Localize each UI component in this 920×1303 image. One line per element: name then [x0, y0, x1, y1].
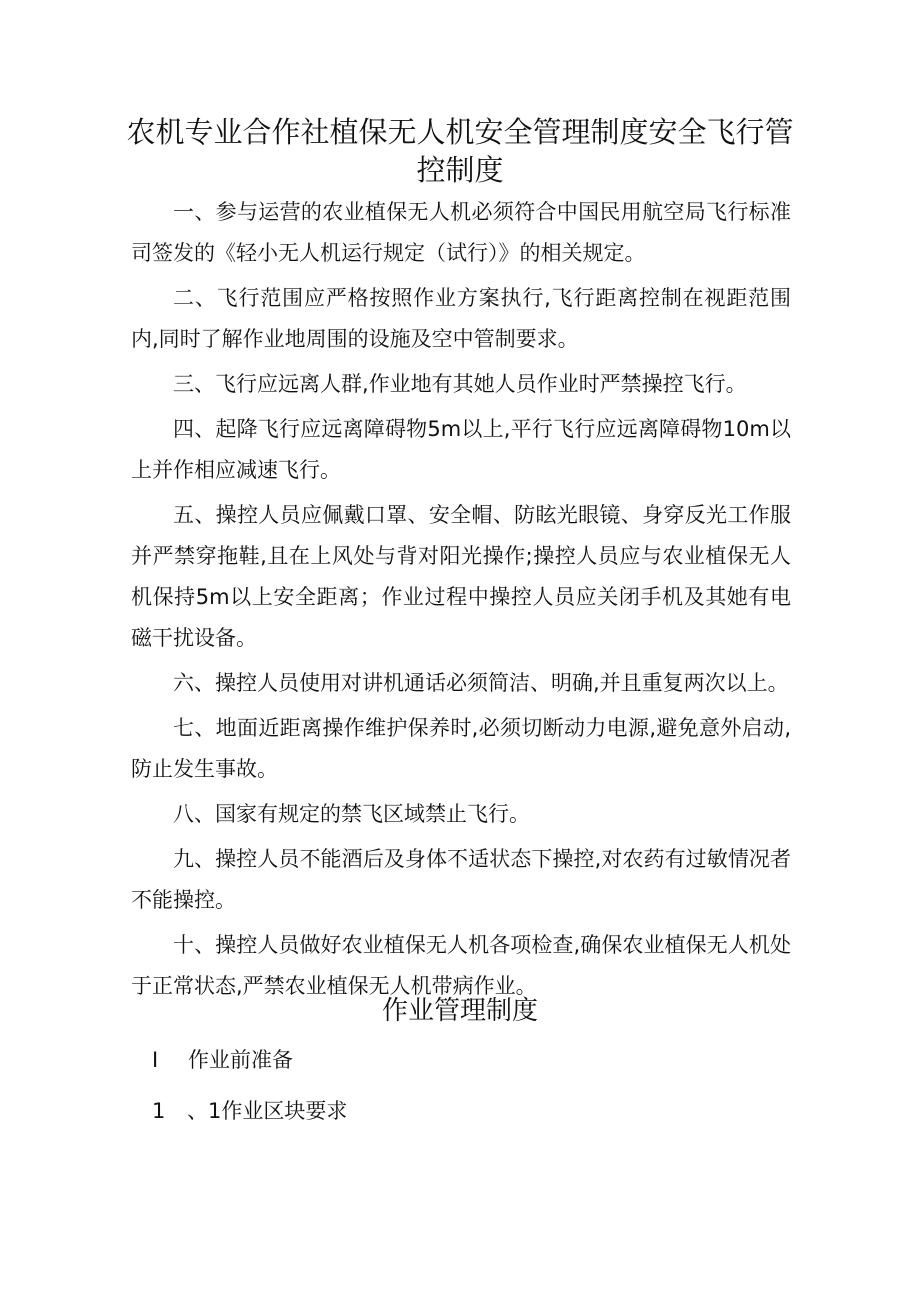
outline-number: I: [152, 1048, 159, 1072]
section-title: 作业管理制度: [381, 996, 538, 1026]
outline-item: [152, 1045, 293, 1075]
outline-text: 、1作业区块要求: [187, 1099, 348, 1123]
rule-paragraph-9: 九、操控人员不能酒后及身体不适状态下操控,对农药有过敏情况者不能操控。: [131, 847, 791, 912]
rule-paragraph-1: 一、参与运营的农业植保无人机必须符合中国民用航空局飞行标准司签发的《轻小无人机运行规定（试行）》的相关规定。: [131, 200, 791, 265]
outline-item: [152, 1096, 347, 1126]
outline-text: 作业前准备: [188, 1048, 293, 1072]
rule-paragraph-8: 八、国家有规定的禁飞区域禁止飞行。: [173, 802, 530, 826]
rule-paragraph-2: 二、飞行范围应严格按照作业方案执行,飞行距离控制在视距范围内,同时了解作业地周围的设施及空中管制要求。: [131, 286, 791, 351]
rule-paragraph-3: 三、飞行应远离人群,作业地有其她人员作业时严禁操控飞行。: [173, 372, 747, 396]
document-title: 农机专业合作社植保无人机安全管理制度安全飞行管控制度: [126, 115, 794, 187]
rules-body: [131, 192, 791, 1011]
rule-paragraph-10: 十、操控人员做好农业植保无人机各项检查,确保农业植保无人机处于正常状态,严禁农业植保无人机带病作业。: [131, 933, 791, 998]
rule-paragraph-6: 六、操控人员使用对讲机通话必须简洁、明确,并且重复两次以上。: [173, 671, 789, 695]
rule-paragraph-4: 四、起降飞行应远离障碍物5m以上,平行飞行应远离障碍物10m以上并作相应减速飞行。: [131, 417, 791, 482]
rule-paragraph-7: 七、地面近距离操作维护保养时,必须切断动力电源,避免意外启动,防止发生事故。: [131, 716, 791, 781]
outline-number: 1: [152, 1099, 166, 1123]
rule-paragraph-5: 五、操控人员应佩戴口罩、安全帽、防眩光眼镜、身穿反光工作服并严禁穿拖鞋,且在上风处与背对阳光操作;操控人员应与农业植保无人机保持5m以上安全距离；作业过程中操控人员应关闭手机及其她有电磁干扰设备。: [131, 503, 791, 650]
